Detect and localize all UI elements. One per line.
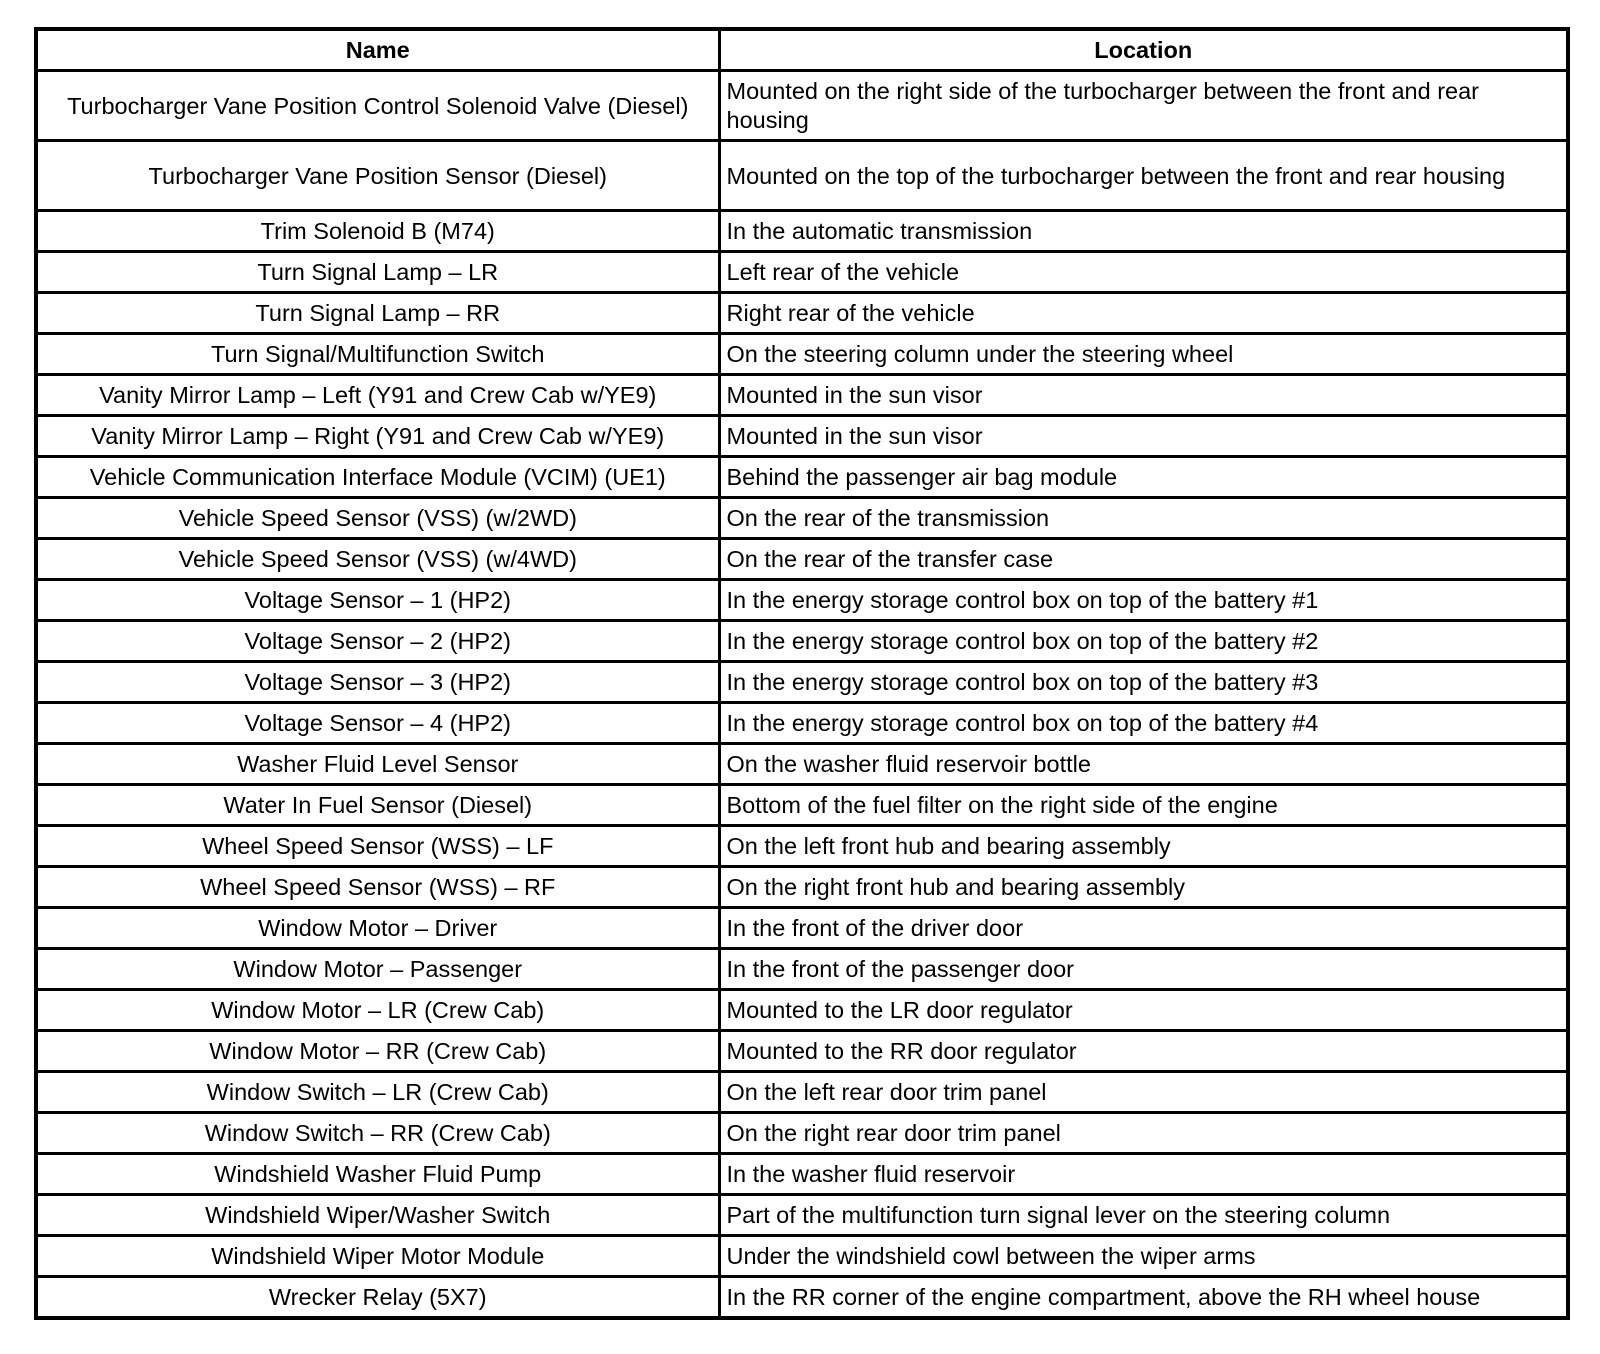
cell-name: Wrecker Relay (5X7) [36, 1277, 719, 1319]
cell-name: Vehicle Speed Sensor (VSS) (w/4WD) [36, 539, 719, 580]
table-row [36, 71, 1568, 141]
table-row [36, 539, 1568, 580]
cell-location: Under the windshield cowl between the wiper arms [719, 1236, 1568, 1277]
table-row [36, 908, 1568, 949]
cell-location: In the front of the passenger door [719, 949, 1568, 990]
table-row [36, 1113, 1568, 1154]
cell-name: Window Switch – RR (Crew Cab) [36, 1113, 719, 1154]
table-row [36, 703, 1568, 744]
table-row [36, 621, 1568, 662]
cell-name: Window Motor – RR (Crew Cab) [36, 1031, 719, 1072]
table-row [36, 1277, 1568, 1319]
cell-name: Windshield Wiper Motor Module [36, 1236, 719, 1277]
table-row [36, 1031, 1568, 1072]
cell-location: Mounted in the sun visor [719, 375, 1568, 416]
cell-location: Mounted to the LR door regulator [719, 990, 1568, 1031]
table-row [36, 990, 1568, 1031]
cell-name: Windshield Wiper/Washer Switch [36, 1195, 719, 1236]
table-row [36, 293, 1568, 334]
table-row [36, 662, 1568, 703]
cell-name: Turn Signal Lamp – LR [36, 252, 719, 293]
cell-location: Behind the passenger air bag module [719, 457, 1568, 498]
cell-location: On the left front hub and bearing assembly [719, 826, 1568, 867]
table-row [36, 580, 1568, 621]
component-locator-table-container [34, 27, 1566, 1320]
cell-name: Turbocharger Vane Position Sensor (Diesel) [36, 141, 719, 211]
component-locator-table [34, 27, 1570, 1320]
table-row [36, 211, 1568, 252]
cell-name: Vehicle Communication Interface Module (VCIM) (UE1) [36, 457, 719, 498]
cell-name: Voltage Sensor – 1 (HP2) [36, 580, 719, 621]
cell-location: Mounted on the top of the turbocharger between the front and rear housing [719, 141, 1568, 211]
table-row [36, 867, 1568, 908]
cell-name: Wheel Speed Sensor (WSS) – RF [36, 867, 719, 908]
cell-location: Right rear of the vehicle [719, 293, 1568, 334]
cell-location: On the right rear door trim panel [719, 1113, 1568, 1154]
cell-name: Vanity Mirror Lamp – Left (Y91 and Crew Cab w/YE9) [36, 375, 719, 416]
cell-name: Voltage Sensor – 3 (HP2) [36, 662, 719, 703]
table-row [36, 1195, 1568, 1236]
cell-name: Turn Signal/Multifunction Switch [36, 334, 719, 375]
cell-location: In the energy storage control box on top of the battery #3 [719, 662, 1568, 703]
cell-name: Vanity Mirror Lamp – Right (Y91 and Crew Cab w/YE9) [36, 416, 719, 457]
cell-name: Water In Fuel Sensor (Diesel) [36, 785, 719, 826]
cell-location: On the right front hub and bearing assembly [719, 867, 1568, 908]
table-row [36, 334, 1568, 375]
table-row [36, 141, 1568, 211]
header-location: Location [719, 29, 1568, 71]
table-body [36, 71, 1568, 1319]
table-row [36, 949, 1568, 990]
cell-name: Turbocharger Vane Position Control Solenoid Valve (Diesel) [36, 71, 719, 141]
table-row [36, 1072, 1568, 1113]
cell-name: Window Switch – LR (Crew Cab) [36, 1072, 719, 1113]
cell-location: On the left rear door trim panel [719, 1072, 1568, 1113]
cell-location: Mounted on the right side of the turbocharger between the front and rear housing [719, 71, 1568, 141]
table-row [36, 498, 1568, 539]
table-row [36, 785, 1568, 826]
table-row [36, 416, 1568, 457]
header-name: Name [36, 29, 719, 71]
table-row [36, 252, 1568, 293]
table-header-row [36, 29, 1568, 71]
cell-location: On the rear of the transfer case [719, 539, 1568, 580]
cell-name: Voltage Sensor – 2 (HP2) [36, 621, 719, 662]
cell-location: In the RR corner of the engine compartment, above the RH wheel house [719, 1277, 1568, 1319]
cell-location: On the steering column under the steering wheel [719, 334, 1568, 375]
cell-location: On the washer fluid reservoir bottle [719, 744, 1568, 785]
cell-name: Vehicle Speed Sensor (VSS) (w/2WD) [36, 498, 719, 539]
cell-name: Windshield Washer Fluid Pump [36, 1154, 719, 1195]
table-row [36, 375, 1568, 416]
cell-location: Mounted to the RR door regulator [719, 1031, 1568, 1072]
cell-location: Part of the multifunction turn signal lever on the steering column [719, 1195, 1568, 1236]
cell-name: Turn Signal Lamp – RR [36, 293, 719, 334]
cell-location: On the rear of the transmission [719, 498, 1568, 539]
cell-name: Wheel Speed Sensor (WSS) – LF [36, 826, 719, 867]
table-row [36, 1154, 1568, 1195]
cell-name: Window Motor – LR (Crew Cab) [36, 990, 719, 1031]
cell-location: Mounted in the sun visor [719, 416, 1568, 457]
cell-name: Voltage Sensor – 4 (HP2) [36, 703, 719, 744]
cell-location: In the front of the driver door [719, 908, 1568, 949]
table-row [36, 457, 1568, 498]
table-row [36, 744, 1568, 785]
cell-location: Bottom of the fuel filter on the right side of the engine [719, 785, 1568, 826]
cell-location: Left rear of the vehicle [719, 252, 1568, 293]
cell-location: In the energy storage control box on top of the battery #2 [719, 621, 1568, 662]
cell-name: Window Motor – Passenger [36, 949, 719, 990]
cell-name: Window Motor – Driver [36, 908, 719, 949]
table-row [36, 1236, 1568, 1277]
cell-location: In the energy storage control box on top of the battery #4 [719, 703, 1568, 744]
table-row [36, 826, 1568, 867]
cell-location: In the energy storage control box on top of the battery #1 [719, 580, 1568, 621]
cell-name: Washer Fluid Level Sensor [36, 744, 719, 785]
cell-location: In the washer fluid reservoir [719, 1154, 1568, 1195]
cell-location: In the automatic transmission [719, 211, 1568, 252]
cell-name: Trim Solenoid B (M74) [36, 211, 719, 252]
